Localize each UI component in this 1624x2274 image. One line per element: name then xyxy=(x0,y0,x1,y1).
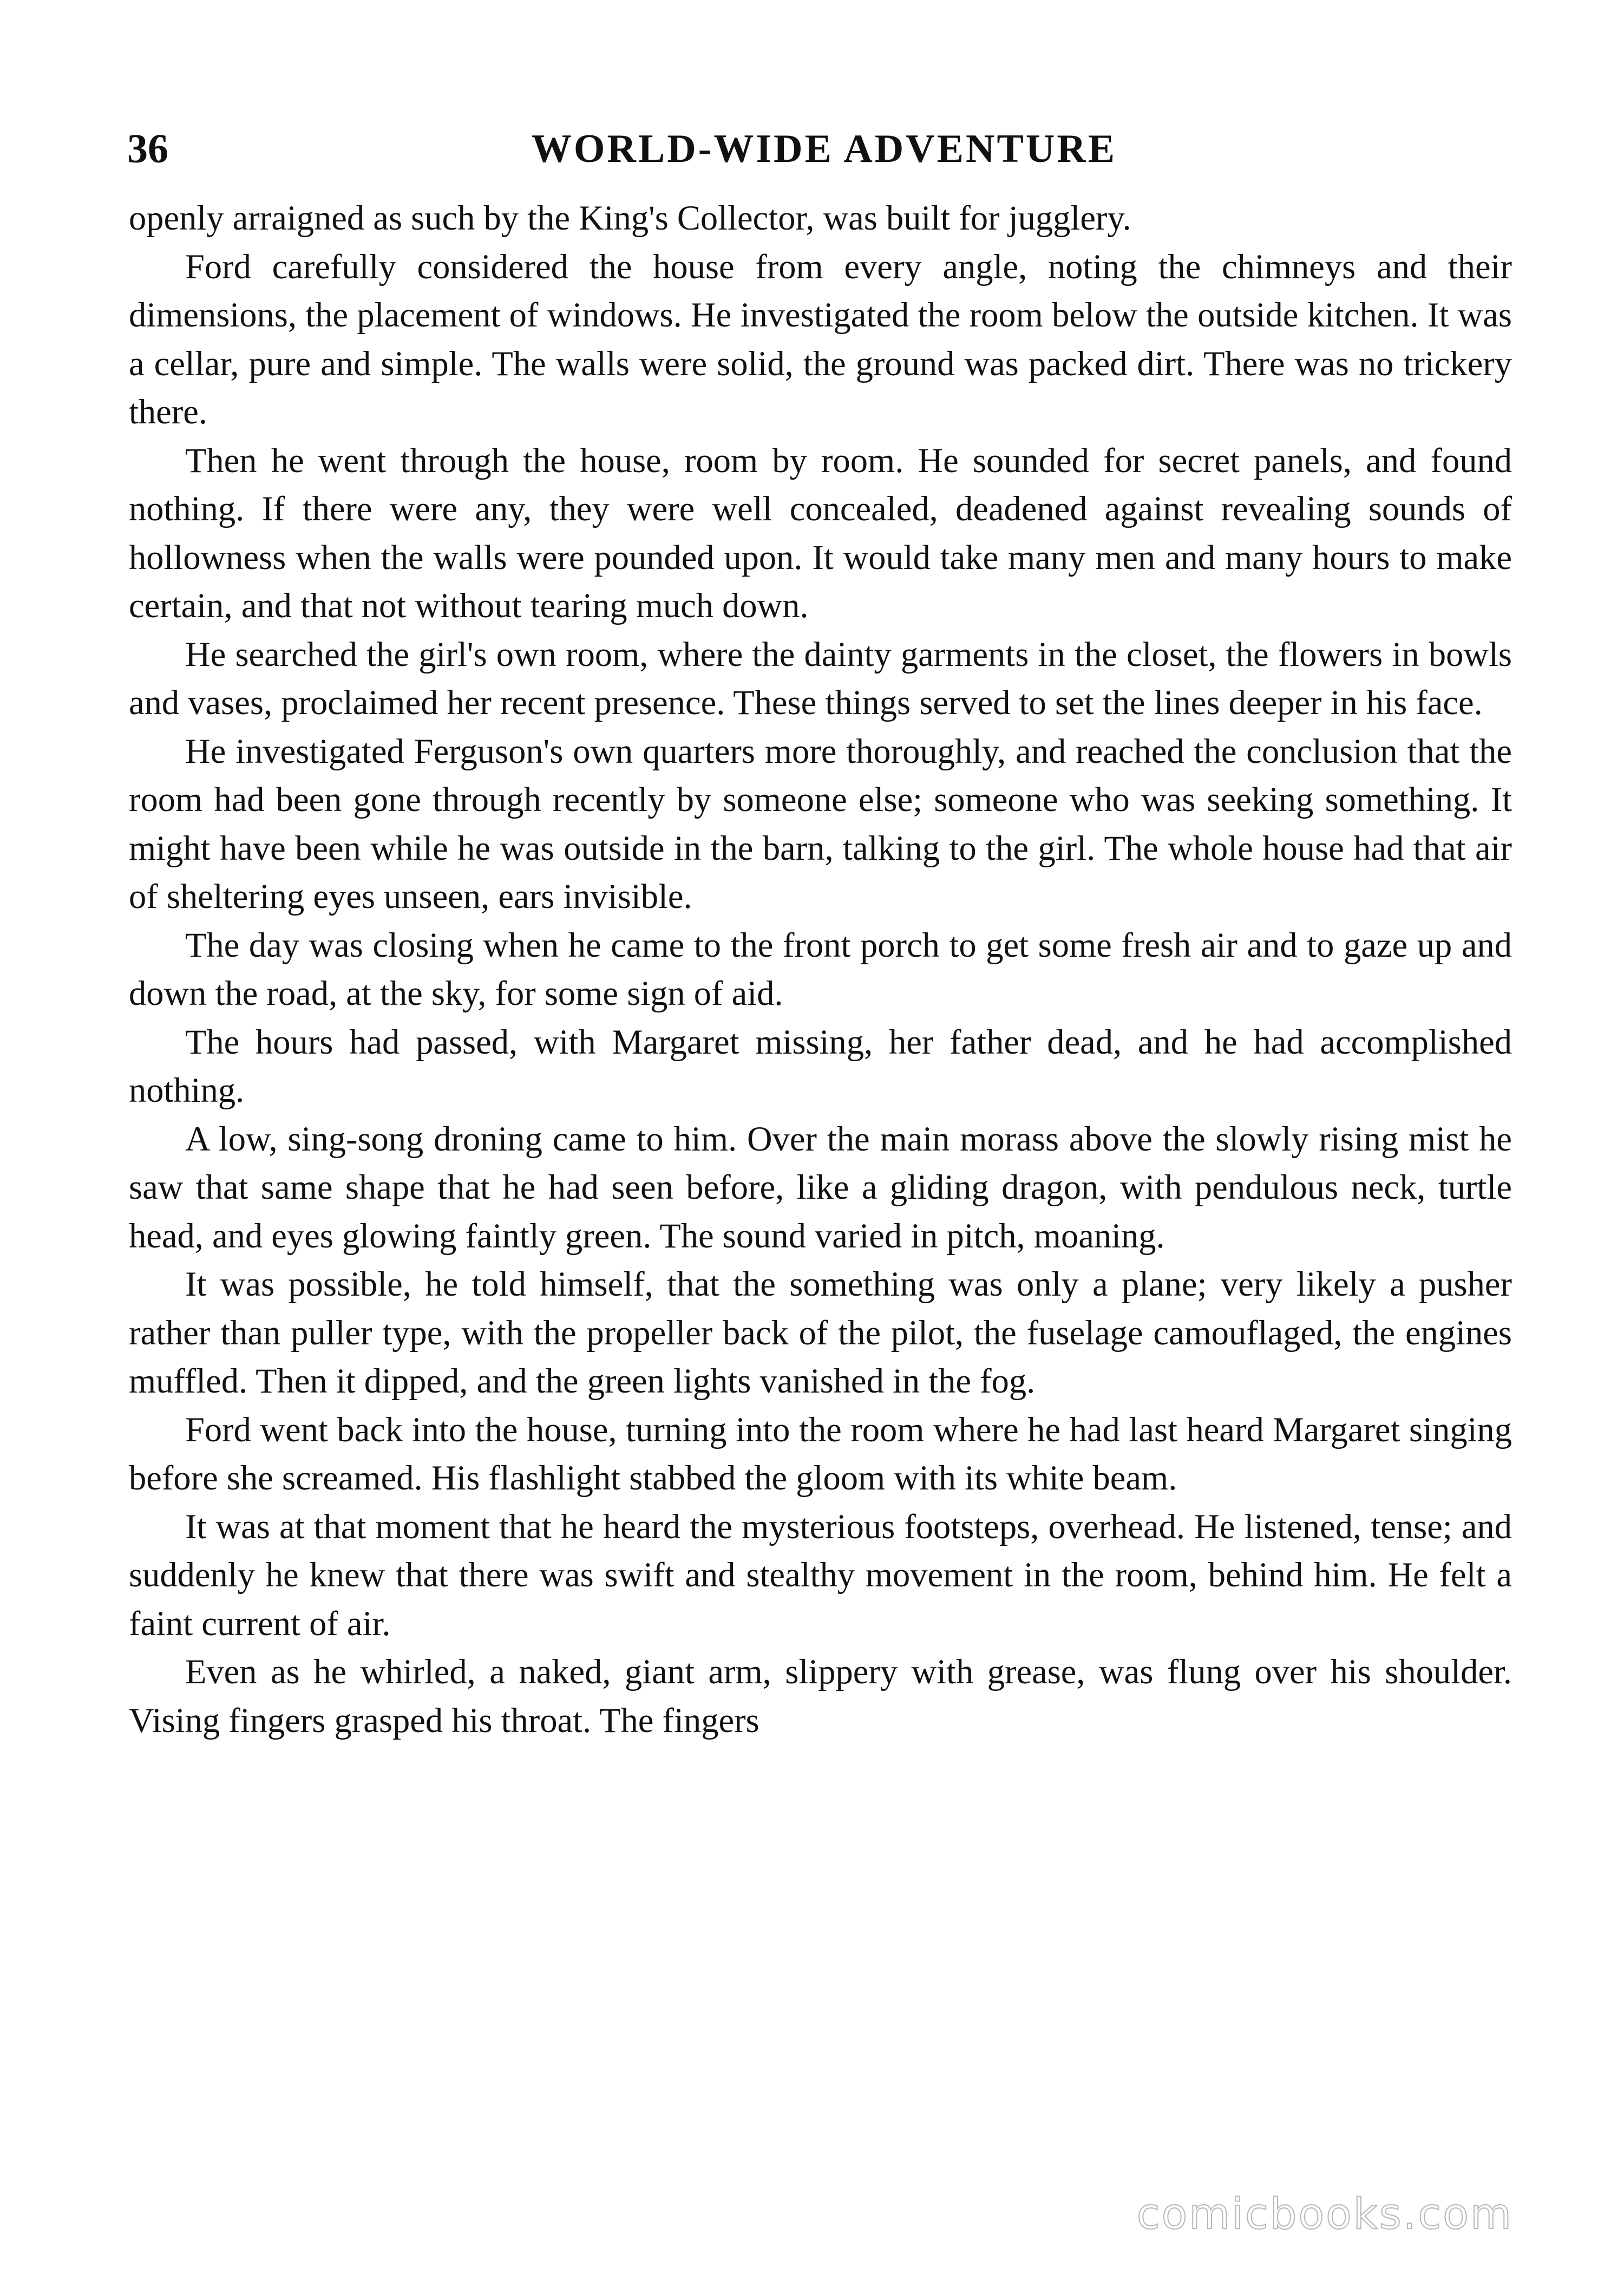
paragraph: openly arraigned as such by the King's Collector, was built for jugglery. xyxy=(129,199,1131,237)
paragraph: The day was closing when he came to the front porch to get some fresh air and to gaze up and down the road, at the sky, for some sign of aid. xyxy=(129,925,1512,1012)
paragraph: He searched the girl's own room, where the dainty garments in the closet, the flowers in bowls and vases, proclaimed her recent presence. These things served to set the lines deeper in his face. xyxy=(129,635,1512,722)
paragraph: Even as he whirled, a naked, giant arm, slippery with grease, was flung over his shoulder. Vising fingers grasped his throat. The fingers xyxy=(129,1652,1512,1740)
body-text xyxy=(129,194,1512,1744)
paragraph: Ford went back into the house, turning into the room where he had last heard Margaret singing before she screamed. His flashlight stabbed the gloom with its white beam. xyxy=(129,1410,1512,1497)
paragraph: Ford carefully considered the house from every angle, noting the chimneys and their dimensions, the placement of windows. He investigated the room below the outside kitchen. It was a cellar, pure and simple. The walls were solid, the ground was packed dirt. There was no trickery there. xyxy=(129,247,1512,431)
paragraph: It was at that moment that he heard the mysterious footsteps, overhead. He listened, tense; and suddenly he knew that there was swift and stealthy movement in the room, behind him. He felt a faint current of air. xyxy=(129,1507,1512,1643)
running-head: WORLD-WIDE ADVENTURE xyxy=(531,127,1117,171)
page-number: 36 xyxy=(127,126,168,172)
page-header xyxy=(127,116,1521,181)
paragraph: Then he went through the house, room by room. He sounded for secret panels, and found nothing. If there were any, they were well concealed, deadened against revealing sounds of hollowness when the walls were pounded upon. It would take many men and many hours to make certain, and that not without tearing much down. xyxy=(129,441,1512,625)
paragraph: He investigated Ferguson's own quarters more thoroughly, and reached the conclusion that the room had been gone through recently by someone else; someone who was seeking something. It might have been while he was outside in the barn, talking to the girl. The whole house had that air of sheltering eyes unseen, ears invisible. xyxy=(129,731,1512,916)
paragraph: The hours had passed, with Margaret missing, her father dead, and he had accomplished nothing. xyxy=(129,1022,1512,1109)
paragraph: A low, sing-song droning came to him. Over the main morass above the slowly rising mist he saw that same shape that he had seen before, like a gliding dragon, with pendulous neck, turtle head, and eyes glowing faintly green. The sound varied in pitch, moaning. xyxy=(129,1119,1512,1255)
watermark: comicbooks.com xyxy=(1136,2190,1513,2239)
paragraph: It was possible, he told himself, that the something was only a plane; very likely a pusher rather than puller type, with the propeller back of the pilot, the fuselage camouflaged, the engines muffled. Then it dipped, and the green lights vanished in the fog. xyxy=(129,1265,1512,1400)
